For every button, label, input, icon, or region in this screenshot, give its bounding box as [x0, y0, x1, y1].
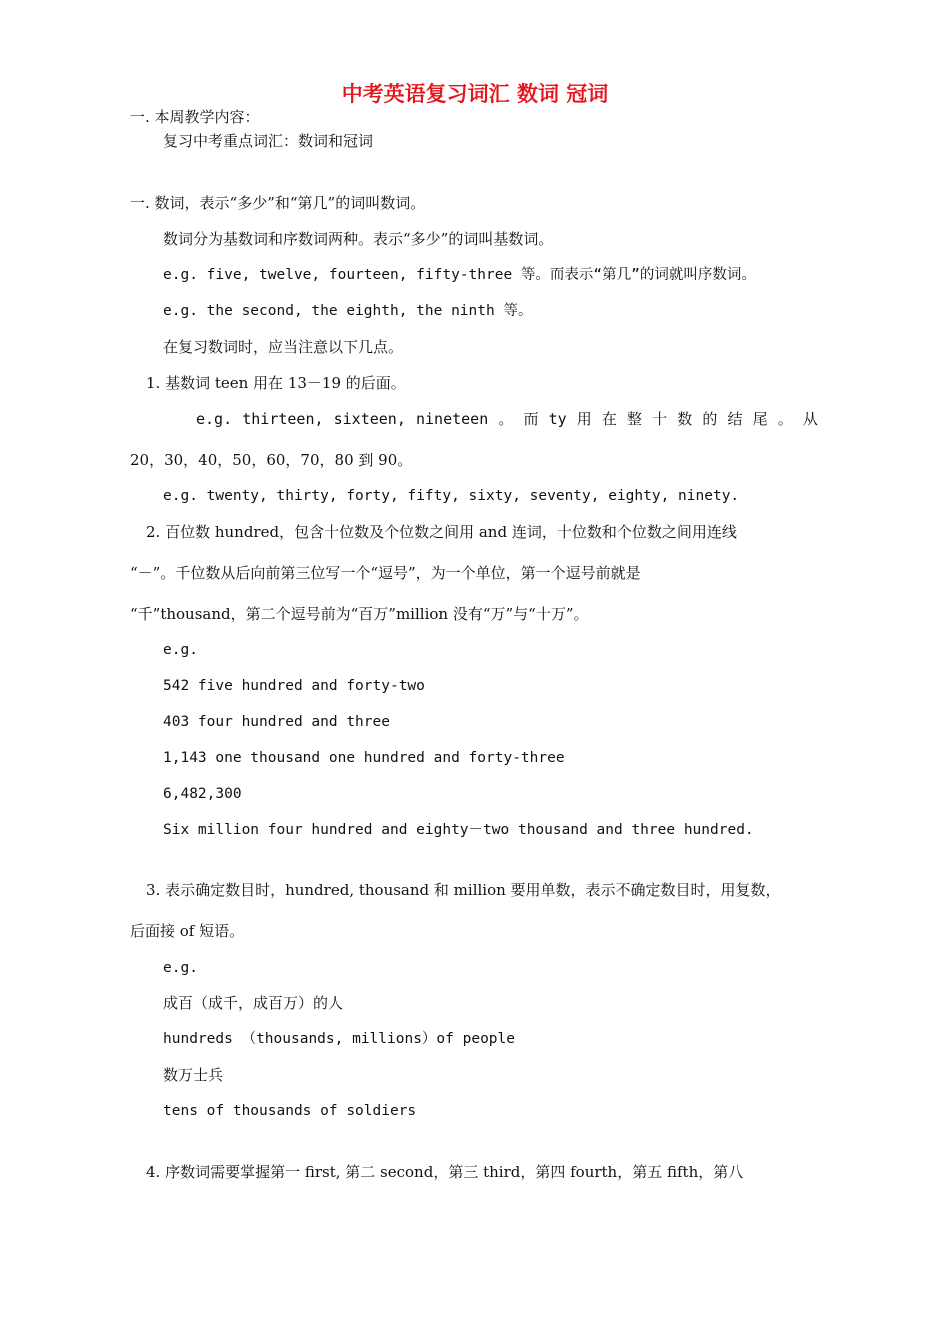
list-item-1-justified-line	[196, 409, 818, 429]
list-item-3-line: 3. 表示确定数目时，hundred, thousand 和 million 要用单数，表示不确定数目时，用复数，	[146, 881, 781, 899]
list-item-1-heading: 1. 基数词 teen 用在 13－19 的后面。	[146, 374, 406, 392]
example-label: e.g.	[163, 960, 198, 976]
paragraph: 数词分为基数词和序数词两种。表示“多少”的词叫基数词。	[163, 230, 554, 248]
example-line: hundreds （thousands, millions）of people	[163, 1031, 516, 1047]
justified-word: 而	[523, 410, 539, 428]
list-item-4-line: 4. 序数词需要掌握第一 first, 第二 second，第三 third，第四 fourth，第五 fifth，第八	[146, 1163, 744, 1181]
justified-word: 。	[777, 410, 793, 428]
list-item-2-line: “千”thousand，第二个逗号前为“百万”million 没有“万”与“十万”。	[130, 605, 589, 623]
paragraph: e.g. five, twelve, fourteen, fifty-three 等。而表示“第几”的词就叫序数词。	[163, 267, 756, 283]
example-line: 1,143 one thousand one hundred and forty-three	[163, 750, 565, 766]
justified-word: 在	[601, 410, 617, 428]
justified-word: 。	[498, 410, 514, 428]
example-line: 数万士兵	[163, 1066, 224, 1084]
example-line: 542 five hundred and forty-two	[163, 678, 425, 694]
example-line: tens of thousands of soldiers	[163, 1103, 417, 1119]
justified-word: 数	[677, 410, 693, 428]
justified-word: 整	[627, 410, 643, 428]
paragraph: e.g. twenty, thirty, forty, fifty, sixty, seventy, eighty, ninety.	[163, 488, 740, 504]
justified-word: 尾	[752, 410, 768, 428]
page-title: 中考英语复习词汇 数词 冠词	[341, 82, 609, 106]
justified-word: thirteen,	[242, 410, 324, 428]
justified-word: 从	[802, 410, 818, 428]
paragraph: e.g. the second, the eighth, the ninth 等。	[163, 303, 533, 319]
example-label: e.g.	[163, 642, 198, 658]
list-item-3-line: 后面接 of 短语。	[130, 922, 245, 940]
justified-word: ty	[548, 410, 567, 428]
example-line: 403 four hundred and three	[163, 714, 390, 730]
justified-word: 十	[652, 410, 668, 428]
paragraph: 20，30，40，50，60，70，80 到 90。	[130, 451, 413, 469]
justified-word: e.g.	[196, 410, 233, 428]
list-item-2-line: 2. 百位数 hundred，包含十位数及个位数之间用 and 连词，十位数和个位数之间用连线	[146, 523, 737, 541]
section-heading-numerals: 一. 数词，表示“多少”和“第几”的词叫数词。	[130, 194, 426, 212]
example-line: 6,482,300	[163, 786, 242, 802]
justified-word: nineteen	[415, 410, 489, 428]
paragraph: 在复习数词时，应当注意以下几点。	[163, 338, 404, 356]
justified-word: 的	[702, 410, 718, 428]
intro-body: 复习中考重点词汇：数词和冠词	[163, 132, 374, 150]
example-line: 成百（成千，成百万）的人	[163, 994, 344, 1012]
justified-word: sixteen,	[333, 410, 406, 428]
example-line: Six million four hundred and eighty－two thousand and three hundred.	[163, 822, 754, 838]
justified-word: 结	[727, 410, 743, 428]
intro-heading: 一. 本周教学内容：	[130, 108, 260, 126]
justified-word: 用	[576, 410, 592, 428]
list-item-2-line: “－”。千位数从后向前第三位写一个“逗号”，为一个单位，第一个逗号前就是	[130, 564, 641, 582]
